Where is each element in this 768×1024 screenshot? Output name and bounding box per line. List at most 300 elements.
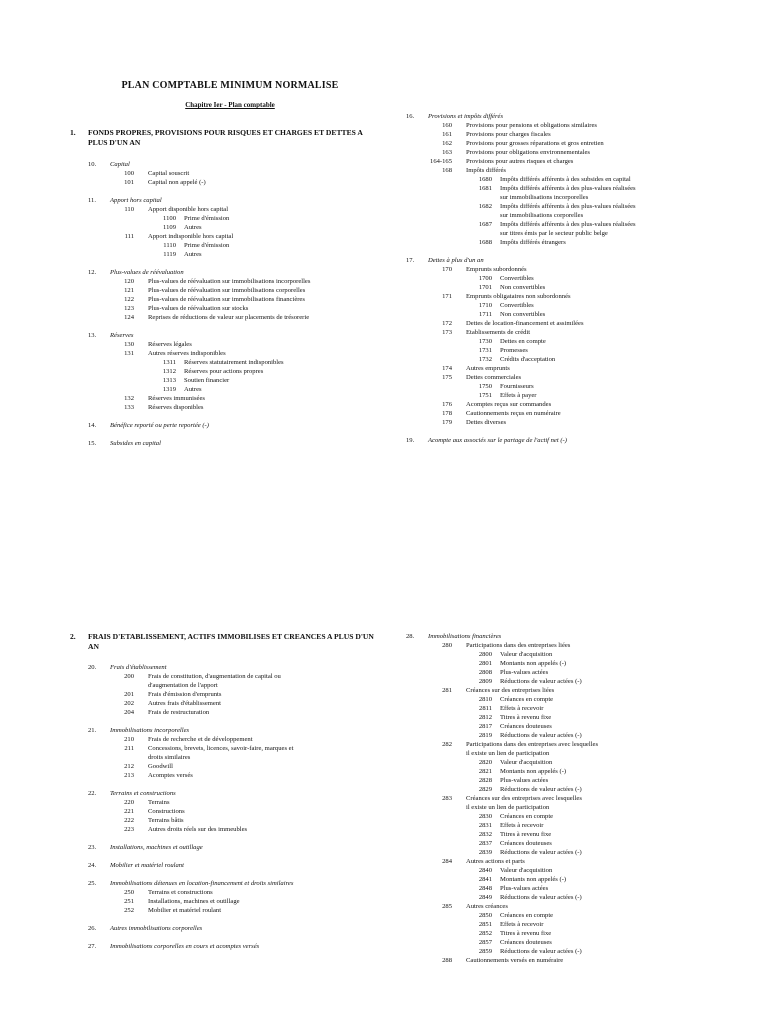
account-label: Effets à recevoir [500,921,544,928]
account-number: 179 [442,419,452,426]
account-label: Impôts différés étrangers [500,239,566,246]
account-group-row [388,256,718,265]
account-row [70,403,370,412]
account-number: 123 [124,305,134,312]
account-row [388,713,718,722]
spacer [70,834,370,843]
account-row [388,202,718,211]
account-label: Acompte aux associés sur le partage de l'actif net (-) [428,437,567,444]
spacer [70,852,370,861]
account-label: Reprises de réductions de valeur sur placements de trésorerie [148,314,310,321]
account-number: 100 [124,170,134,177]
account-number: 170 [442,266,452,273]
account-row [70,286,370,295]
account-number: 16. [406,113,415,120]
account-row [388,686,718,695]
spacer [70,870,370,879]
account-number: 1730 [478,338,492,345]
account-number: 2840 [478,867,492,874]
account-row [388,812,718,821]
account-number: 2852 [478,930,492,937]
spacer [70,780,370,789]
account-label: Impôts différés afférents à des plus-values réalisées [500,221,636,228]
account-number: 212 [124,763,134,770]
account-row [70,313,370,322]
account-number: 175 [442,374,452,381]
account-number: 280 [442,642,452,649]
account-row [388,929,718,938]
account-label: Provisions pour obligations environnementales [466,149,590,156]
account-number: 10. [88,161,97,168]
account-label: Bénéfice reporté ou perte reportée (-) [110,422,209,429]
account-number: 13. [88,332,97,339]
account-number: 2857 [478,939,492,946]
account-row [388,265,718,274]
account-number: 2850 [478,912,492,919]
account-label: Installations, machines et outillage [110,844,203,851]
account-row [388,749,718,758]
account-label: Autres actions et parts [466,858,525,865]
account-number: 160 [442,122,452,129]
account-number: 14. [88,422,97,429]
account-label: Immobilisations corporelles en cours et acomptes versés [110,943,260,950]
account-number: 2832 [478,831,492,838]
account-row [70,367,370,376]
account-number: 23. [88,844,97,851]
account-label: Capital [110,161,130,168]
account-list-right-bottom [388,632,718,965]
account-row [70,681,370,690]
account-label: Frais d'émission d'emprunts [148,691,222,698]
account-number: 2839 [478,849,492,856]
account-number: 211 [124,745,134,752]
account-label: Autres immobilisations corporelles [110,925,203,932]
account-group-row [70,726,370,735]
account-number: 24. [88,862,97,869]
account-label: Plus-values actées [500,777,549,784]
account-list-left-top [70,160,370,448]
account-label: Dettes à plus d'un an [428,257,484,264]
account-number: 12. [88,269,97,276]
account-label: Crédits d'acceptation [500,356,556,363]
account-label: Installations, machines et outillage [148,898,240,905]
account-label: Soutien financier [184,377,230,384]
account-row [70,771,370,780]
account-number: 288 [442,957,452,964]
account-label: Titres à revenu fixe [500,930,552,937]
account-label: Concessions, brevets, licences, savoir-faire, marques et [148,745,294,752]
account-row [70,744,370,753]
account-group-row [70,268,370,277]
account-row [70,241,370,250]
account-row [388,740,718,749]
account-row [388,704,718,713]
account-number: 200 [124,673,134,680]
account-row [388,139,718,148]
account-label: il existe un lien de participation [466,804,550,811]
account-label: Plus-values de réévaluation sur stocks [148,305,249,312]
account-number: 19. [406,437,415,444]
account-number: 1312 [162,368,176,375]
account-number: 161 [442,131,452,138]
account-number: 2800 [478,651,492,658]
account-label: Réserves légales [148,341,192,348]
account-label: Prime d'émission [184,215,230,222]
account-number: 172 [442,320,452,327]
account-row [388,238,718,247]
account-label: Impôts différés afférents à des subsides en capital [500,176,631,183]
account-label: Plus-values de réévaluation sur immobilisations incorporelles [148,278,311,285]
account-number: 285 [442,903,452,910]
account-label: Créances sur des entreprises avec lesquelles [466,795,582,802]
account-label: Autres emprunts [466,365,510,372]
account-row [388,884,718,893]
account-label: Créances en compte [500,813,554,820]
account-row [388,166,718,175]
account-row [388,409,718,418]
account-label: Autres [184,224,202,231]
account-label: Réserves pour actions propres [184,368,264,375]
account-group-row [70,331,370,340]
account-number: 111 [124,233,134,240]
account-label: d'augmentation de l'apport [148,682,218,689]
account-number: 213 [124,772,134,779]
account-label: Réductions de valeur actées (-) [500,786,582,793]
account-label: Dettes diverses [466,419,507,426]
spacer [388,247,718,256]
account-number: 2808 [478,669,492,676]
account-number: 120 [124,278,134,285]
account-label: Impôts différés afférents à des plus-values réalisées [500,203,636,210]
account-number: 284 [442,858,452,865]
account-row [388,292,718,301]
account-row [388,866,718,875]
account-label: Prime d'émission [184,242,230,249]
account-number: 1700 [478,275,492,282]
account-number: 1751 [478,392,492,399]
account-number: 101 [124,179,134,186]
account-row [70,340,370,349]
account-label: Frais de recherche et de développement [148,736,253,743]
account-number: 250 [124,889,134,896]
account-group-row [70,421,370,430]
account-number: 281 [442,687,452,694]
account-label: Acomptes versés [148,772,193,779]
account-number: 2829 [478,786,492,793]
account-row [388,220,718,229]
account-row [388,157,718,166]
account-label: Convertibles [500,275,534,282]
account-number: 164-165 [430,158,452,165]
account-label: Réductions de valeur actées (-) [500,948,582,955]
account-group-row [70,663,370,672]
account-row [70,385,370,394]
account-label: Dettes en compte [500,338,546,345]
account-number: 110 [124,206,134,213]
account-row [388,668,718,677]
account-row [388,677,718,686]
account-label: il existe un lien de participation [466,750,550,757]
spacer [388,427,718,436]
account-row [388,373,718,382]
account-number: 168 [442,167,452,174]
account-number: 252 [124,907,134,914]
account-row [388,301,718,310]
account-number: 1681 [478,185,492,192]
account-label: Constructions [148,808,185,815]
account-row [70,753,370,762]
account-number: 220 [124,799,134,806]
account-row [388,229,718,238]
account-row [388,839,718,848]
account-number: 17. [406,257,415,264]
account-number: 163 [442,149,452,156]
account-label: Apport hors capital [110,197,162,204]
account-number: 221 [124,808,134,815]
account-label: Terrains et constructions [148,889,213,896]
account-label: Valeur d'acquisition [500,651,553,658]
account-row [388,364,718,373]
account-row [388,400,718,409]
account-label: Provisions et impôts différés [428,113,504,120]
account-label: Plus-values actées [500,885,549,892]
account-row [388,893,718,902]
account-label: Autres [184,386,202,393]
account-label: Provisions pour charges fiscales [466,131,551,138]
account-row [70,798,370,807]
account-row [70,223,370,232]
account-row [388,857,718,866]
account-row [388,418,718,427]
account-row [70,349,370,358]
account-row [388,337,718,346]
account-label: Mobilier et matériel roulant [110,862,184,869]
account-group-row [70,439,370,448]
page-title: PLAN COMPTABLE MINIMUM NORMALISE [121,80,339,91]
account-label: Participations dans des entreprises avec lesquelles [466,741,599,748]
account-label: Créances douteuses [500,840,552,847]
account-label: Non convertibles [500,311,546,318]
account-label: Autres réserves indisponibles [148,350,226,357]
account-label: Apport indisponible hors capital [148,233,234,240]
account-list-right-top [388,112,718,445]
account-label: Capital souscrit [148,170,190,177]
account-group-row [70,196,370,205]
account-number: 210 [124,736,134,743]
account-group-row [70,160,370,169]
account-number: 2809 [478,678,492,685]
account-row [70,376,370,385]
account-group-row [70,861,370,870]
account-row [388,274,718,283]
account-label: Frais de restructuration [148,709,210,716]
account-label: Promesses [500,347,528,354]
account-label: Mobilier et matériel roulant [148,907,222,914]
account-row [70,394,370,403]
spacer [70,412,370,421]
account-label: Réductions de valeur actées (-) [500,678,582,685]
account-number: 174 [442,365,452,372]
account-label: Réserves [110,332,134,339]
account-row [70,358,370,367]
account-row [388,875,718,884]
account-row [70,888,370,897]
account-group-row [70,942,370,951]
account-label: Impôts différés [466,167,506,174]
account-label: Goodwill [148,763,173,770]
account-label: Autres créances [466,903,508,910]
account-row [70,672,370,681]
account-number: 176 [442,401,452,408]
account-row [70,825,370,834]
account-row [70,735,370,744]
account-label: droits similaires [148,754,191,761]
account-label: Terrains [148,799,170,806]
account-number: 173 [442,329,452,336]
account-label: Réductions de valeur actées (-) [500,732,582,739]
account-row [388,731,718,740]
account-label: Titres à revenu fixe [500,831,552,838]
account-label: Immobilisations détenues en location-financement et droits similaires [110,880,294,887]
account-number: 251 [124,898,134,905]
account-label: Acomptes reçus sur commandes [466,401,552,408]
account-label: Apport disponible hors capital [148,206,229,213]
account-row [388,722,718,731]
account-row [388,758,718,767]
account-number: 22. [88,790,97,797]
account-row [388,319,718,328]
account-group-row [388,112,718,121]
account-label: Autres droits réels sur des immeubles [148,826,248,833]
account-number: 2828 [478,777,492,784]
account-row [388,821,718,830]
account-number: 1687 [478,221,492,228]
account-row [388,947,718,956]
account-number: 201 [124,691,134,698]
account-label: Terrains bâtis [148,817,184,824]
spacer [70,430,370,439]
account-number: 124 [124,314,134,321]
spacer [70,187,370,196]
account-number: 133 [124,404,134,411]
account-number: 26. [88,925,97,932]
account-label: Créances douteuses [500,939,552,946]
account-group-row [70,843,370,852]
account-label: Créances en compte [500,912,554,919]
account-row [388,650,718,659]
account-number: 1688 [478,239,492,246]
account-label: Immobilisations financières [428,633,502,640]
account-number: 1750 [478,383,492,390]
account-label: Dettes de location-financement et assimilées [466,320,584,327]
account-group-row [70,789,370,798]
account-number: 1109 [163,224,176,231]
account-label: Immobilisations incorporelles [110,727,190,734]
account-number: 1701 [478,284,492,291]
account-row [388,776,718,785]
account-number: 122 [124,296,134,303]
account-label: Cautionnements versés en numéraire [466,957,564,964]
account-label: sur immobilisations incorporelles [500,194,589,201]
account-number: 282 [442,741,452,748]
account-label: Provisions pour grosses réparations et gros entretien [466,140,604,147]
page-subtitle: Chapitre Ier - Plan comptable [185,101,275,109]
account-number: 131 [124,350,134,357]
account-label: Montants non appelés (-) [500,660,567,667]
account-row [388,148,718,157]
account-number: 2859 [478,948,492,955]
account-row [70,708,370,717]
account-row [388,803,718,812]
account-row [388,391,718,400]
account-label: Montants non appelés (-) [500,768,567,775]
account-row [388,382,718,391]
account-row [388,641,718,650]
account-number: 1711 [479,311,492,318]
account-row [388,956,718,965]
account-number: 178 [442,410,452,417]
account-row [388,920,718,929]
account-number: 171 [442,293,452,300]
account-row [70,699,370,708]
account-row [70,762,370,771]
account-label: Valeur d'acquisition [500,867,553,874]
account-label: Réductions de valeur actées (-) [500,849,582,856]
account-list-left-bottom [70,663,370,951]
spacer [70,322,370,331]
section-number: 2. [70,632,76,641]
account-row [70,906,370,915]
account-group-row [388,436,718,445]
account-label: Terrains et constructions [110,790,176,797]
account-row [388,130,718,139]
spacer [70,933,370,942]
account-number: 1110 [163,242,176,249]
account-number: 2841 [478,876,492,883]
account-row [388,283,718,292]
account-label: Valeur d'acquisition [500,759,553,766]
account-number: 1100 [163,215,176,222]
account-number: 2831 [478,822,492,829]
account-number: 1710 [478,302,492,309]
account-number: 2848 [478,885,492,892]
account-row [70,304,370,313]
account-label: Frais de constitution, d'augmentation de capital ou [148,673,281,680]
account-label: Réserves disponibles [148,404,204,411]
account-label: Titres à revenu fixe [500,714,552,721]
account-number: 1682 [478,203,492,210]
account-label: Capital non appelé (-) [148,179,206,186]
account-label: Convertibles [500,302,534,309]
account-row [70,897,370,906]
account-label: Subsides en capital [110,440,161,447]
account-label: Provisions pour pensions et obligations similaires [466,122,597,129]
section-label: FONDS PROPRES, PROVISIONS POUR RISQUES ET CHARGES ET DETTES A PLUS D'UN AN [88,128,363,147]
account-row [70,816,370,825]
account-row [388,211,718,220]
account-label: Créances sur des entreprises liées [466,687,555,694]
account-number: 1732 [478,356,492,363]
account-number: 2819 [478,732,492,739]
account-row [388,848,718,857]
account-number: 283 [442,795,452,802]
account-number: 202 [124,700,134,707]
account-label: Plus-values de réévaluation sur immobilisations corporelles [148,287,306,294]
account-row [388,767,718,776]
account-number: 11. [88,197,96,204]
account-number: 2817 [478,723,492,730]
account-number: 2801 [478,660,492,667]
